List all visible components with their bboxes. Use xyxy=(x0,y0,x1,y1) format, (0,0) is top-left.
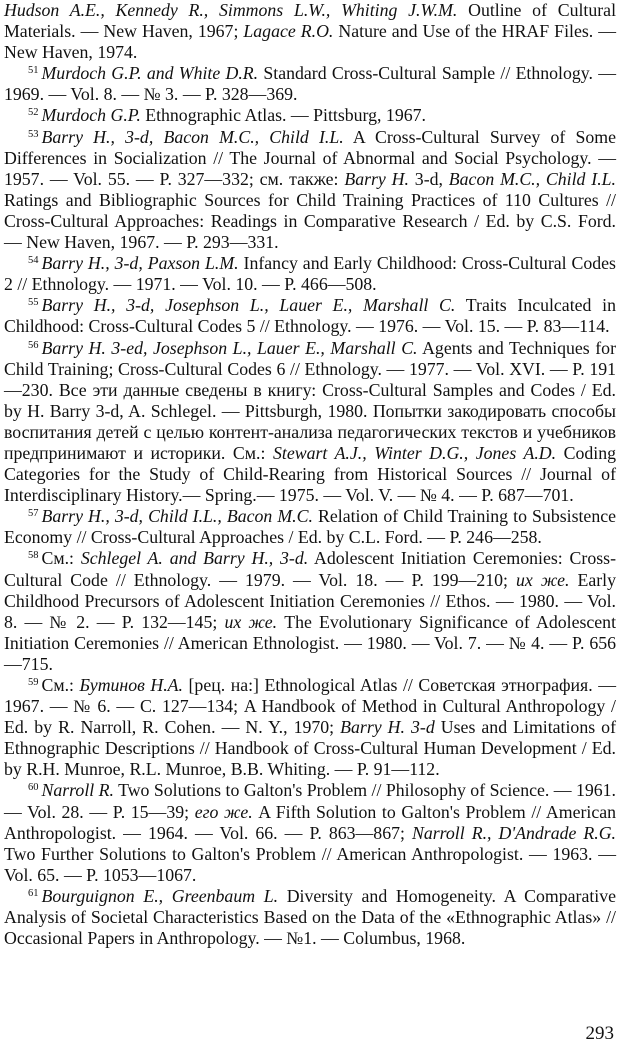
footnote-58 xyxy=(4,548,616,675)
footnote-author: их же. xyxy=(516,569,570,590)
footnote-author: их же. xyxy=(224,611,278,632)
footnote-number: 60 xyxy=(28,782,39,794)
footnote-text: Standard Cross-Cultural Sample // Ethnology. — 1969. — Vol. 8. — № 3. — P. 328—369. xyxy=(4,63,616,105)
footnote-author: Barry H., 3-d, Bacon M.C., Child I.L. xyxy=(41,126,344,147)
footnote-56 xyxy=(4,338,616,507)
footnote-text: Two Further Solutions to Galton's Problem // American Anthropologist. — 1963. — Vol. 65. — P. 1053—1067. xyxy=(4,843,616,885)
footnote-57 xyxy=(4,506,616,548)
footnote-author: Narroll R., D'Andrade R.G. xyxy=(411,822,617,843)
footnote-author: Barry H. xyxy=(344,168,409,189)
footnote-author: Lagace R.O. xyxy=(243,21,334,42)
footnote-text: См.: xyxy=(41,675,80,695)
footnote-52 xyxy=(4,105,616,126)
footnote-text: Two Solutions to Galton's Problem // Philosophy of Science. — 1961. — Vol. 28. — P. 15—39; xyxy=(4,780,616,822)
footnote-59 xyxy=(4,675,616,780)
footnote-number: 61 xyxy=(28,887,39,899)
footnote-text: См.: xyxy=(41,548,81,569)
footnote-text: Diversity and Homogeneity. A Comparative Analysis of Societal Characteristics Based on the Data of the «Ethnographic Atlas» // Occasional Papers in Anthropology. — №1. — Columbus, 1968. xyxy=(4,885,616,949)
footnote-text: [рец. на:] Ethnological Atlas // Советская этнография. — 1967. — № 6. — С. 127—134; A Handbook of Method in Cultural Anthropology / Ed. by R. Narroll, R. Cohen. — N. Y., 1970; xyxy=(4,675,616,738)
page-number: 293 xyxy=(585,1023,614,1044)
footnote-60 xyxy=(4,780,616,885)
footnote-author: Stewart A.J., Winter D.G., Jones A.D. xyxy=(273,442,557,463)
footnote-text: A Fifth Solution to Galton's Problem // American Anthropologist. — 1964. — Vol. 66. — P. 863—867; xyxy=(4,801,616,843)
footnote-number: 53 xyxy=(28,128,39,140)
footnote-author: Barry H. 3-ed, Josephson L., Lauer E., Marshall C. xyxy=(41,337,418,358)
footnotes-block xyxy=(4,0,616,949)
footnote-text: Ratings and Bibliographic Sources for Child Training Practices of 110 Cultures // Cross-Cultural Approaches: Readings in Comparative Research / Ed. by C.S. Ford. — New Haven, 1967. — P. 293—331. xyxy=(4,189,616,253)
footnote-number: 51 xyxy=(28,65,39,77)
footnote-text: Coding Categories for the Study of Child-Rearing from Historical Sources // Journal of Interdisciplinary History.— Spring.— 1975. — Vol. V. — № 4. — P. 687—701. xyxy=(4,442,616,506)
footnote-number: 55 xyxy=(28,297,39,309)
footnote-author: Бутинов Н.А. xyxy=(79,675,183,695)
footnote-author: Schlegel A. and Barry H., 3-d. xyxy=(80,548,309,569)
footnote-text: The Evolutionary Significance of Adolescent Initiation Ceremonies // American Ethnologist. — 1980. — Vol. 7. — № 4. — P. 656—715. xyxy=(4,611,617,674)
footnote-number: 58 xyxy=(28,550,39,562)
footnote-text: Agents and Techniques for Child Training; Cross-Cultural Codes 6 // Ethnology. — 1977. — Vol. XVI. — P. 191—230. Все эти данные сведены в книгу: Cross-Cultural Samples and Codes / Ed. by H. Barry 3-d, A. Schlegel. — Pittsburgh, 1980. Попытки закодировать способы воспитания детей с целью контент-анализа педагогических текстов и учебников предпринимают и историки. См.: xyxy=(4,337,616,463)
footnote-54 xyxy=(4,253,616,295)
footnote-author: Murdoch G.P. xyxy=(41,105,141,126)
footnote-text: Infancy and Early Childhood: Cross-Cultural Codes 2 // Ethnology. — 1971. — Vol. 10. — P. 466—508. xyxy=(4,253,616,295)
footnote-author: Bourguignon E., Greenbaum L. xyxy=(41,885,279,906)
footnote-continued xyxy=(4,0,616,63)
footnote-text: Ethnographic Atlas. — Pittsburg, 1967. xyxy=(140,105,426,126)
footnote-author: Barry H. 3-d xyxy=(340,717,435,738)
footnote-text: Adolescent Initiation Ceremonies: Cross-Cultural Code // Ethnology. — 1979. — Vol. 18. — P. 199—210; xyxy=(4,548,616,590)
footnote-text: Early Childhood Precursors of Adolescent Initiation Ceremonies // Ethos. — 1980. — Vol. 8. — № 2. — P. 132—145; xyxy=(4,569,617,632)
footnote-number: 56 xyxy=(28,339,39,351)
footnote-53 xyxy=(4,127,616,254)
footnote-text: Uses and Limitations of Ethnographic Descriptions // Handbook of Cross-Cultural Human Development / Ed. by R.H. Munroe, R.L. Munroe, B.B. Whiting. — P. 91—112. xyxy=(4,717,616,780)
footnote-author: Barry H., 3-d, Paxson L.M. xyxy=(41,253,239,274)
footnote-text: Traits Inculcated in Childhood: Cross-Cultural Codes 5 // Ethnology. — 1976. — Vol. 15. — P. 83—114. xyxy=(4,295,616,337)
footnote-text: 3-d, xyxy=(408,168,449,189)
footnote-text: Relation of Child Training to Subsistence Economy // Cross-Cultural Approaches / Ed. by C.L. Ford. — P. 246—258. xyxy=(4,506,616,548)
footnote-number: 59 xyxy=(28,677,39,688)
footnote-text: A Cross-Cultural Survey of Some Differences in Socialization // The Journal of Abnormal and Social Psychology. — 1957. — Vol. 55. — P. 327—332; см. также: xyxy=(4,126,616,189)
footnote-author: Barry H., 3-d, Child I.L., Bacon M.C. xyxy=(41,506,313,527)
footnote-author: Narroll R. xyxy=(41,780,114,801)
footnote-author: Hudson A.E., Kennedy R., Simmons L.W., Whiting J.W.M. xyxy=(4,0,458,20)
footnote-text: Outline of Cultural Materials. — New Haven, 1967; xyxy=(4,0,617,42)
footnote-number: 52 xyxy=(28,107,39,119)
footnote-text: Nature and Use of the HRAF Files. — New Haven, 1974. xyxy=(4,21,617,63)
footnote-51 xyxy=(4,63,616,105)
footnote-author: Murdoch G.P. and White D.R. xyxy=(41,63,259,84)
footnote-number: 57 xyxy=(28,508,39,520)
footnote-author: Barry H., 3-d, Josephson L., Lauer E., Marshall C. xyxy=(41,295,456,316)
footnote-55 xyxy=(4,295,616,337)
footnote-author: его же. xyxy=(194,801,253,822)
footnote-number: 54 xyxy=(28,255,39,267)
footnote-61 xyxy=(4,886,616,949)
footnote-author: Bacon M.C., Child I.L. xyxy=(448,168,616,189)
